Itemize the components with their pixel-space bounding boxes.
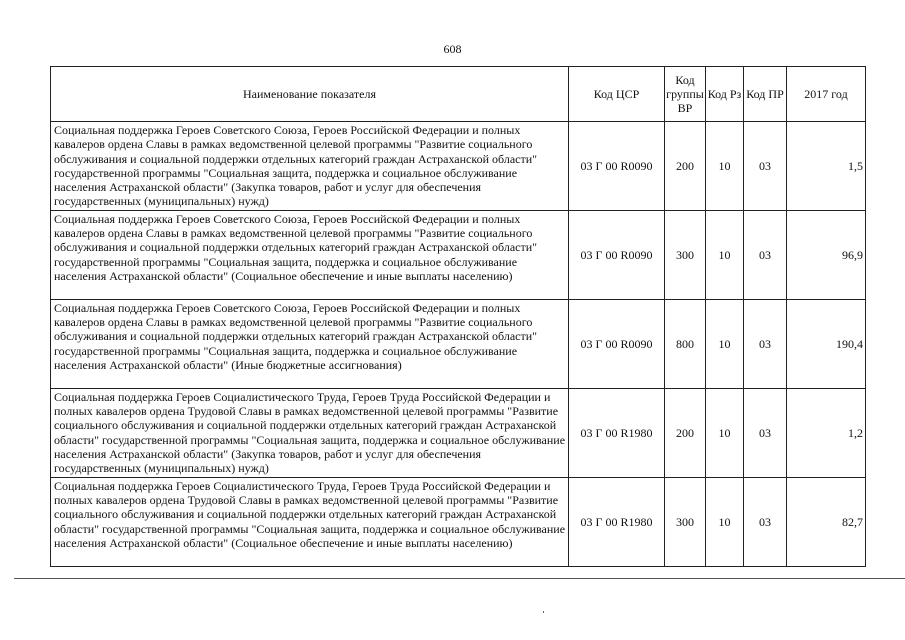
table-header-row <box>51 67 866 122</box>
row-rz: 10 <box>706 210 744 299</box>
table-row <box>51 122 866 211</box>
header-vr: Код группы ВР <box>665 67 706 122</box>
row-vr: 300 <box>665 477 706 566</box>
row-name: Социальная поддержка Героев Социалистического Труда, Героев Труда Российской Федерации и полных кавалеров ордена Трудовой Славы в рамках ведомственной целевой программы "Развитие социального обслуживания и социальной поддержки отдельных категорий граждан Астраханской области" государственной программы "Социальная защита, поддержка и социальное обслуживание населения Астраханской области" (Закупка товаров, работ и услуг для обеспечения государственных (муниципальных) нужд) <box>51 388 569 477</box>
row-amount: 1,2 <box>787 388 866 477</box>
table-row <box>51 299 866 388</box>
row-pr: 03 <box>744 210 787 299</box>
row-name: Социальная поддержка Героев Советского Союза, Героев Российской Федерации и полных кавалеров ордена Славы в рамках ведомственной целевой программы "Развитие социального обслуживания и социальной поддержки отдельных категорий граждан Астраханской области" государственной программы "Социальная защита, поддержка и социальное обслуживание населения Астраханской области" (Социальное обеспечение и иные выплаты населению) <box>51 210 569 299</box>
row-rz: 10 <box>706 477 744 566</box>
row-vr: 800 <box>665 299 706 388</box>
row-pr: 03 <box>744 299 787 388</box>
row-csr: 03 Г 00 R1980 <box>569 388 665 477</box>
row-rz: 10 <box>706 388 744 477</box>
row-pr: 03 <box>744 122 787 211</box>
row-vr: 200 <box>665 122 706 211</box>
row-name: Социальная поддержка Героев Советского Союза, Героев Российской Федерации и полных кавалеров ордена Славы в рамках ведомственной целевой программы "Развитие социального обслуживания и социальной поддержки отдельных категорий граждан Астраханской области" государственной программы "Социальная защита, поддержка и социальное обслуживание населения Астраханской области" (Закупка товаров, работ и услуг для обеспечения государственных (муниципальных) нужд) <box>51 122 569 211</box>
row-amount: 82,7 <box>787 477 866 566</box>
page-bottom-divider <box>14 578 905 579</box>
row-vr: 200 <box>665 388 706 477</box>
row-amount: 96,9 <box>787 210 866 299</box>
row-rz: 10 <box>706 299 744 388</box>
row-csr: 03 Г 00 R0090 <box>569 299 665 388</box>
row-pr: 03 <box>744 477 787 566</box>
header-pr: Код ПР <box>744 67 787 122</box>
row-pr: 03 <box>744 388 787 477</box>
row-rz: 10 <box>706 122 744 211</box>
row-csr: 03 Г 00 R0090 <box>569 210 665 299</box>
header-rz: Код Рз <box>706 67 744 122</box>
page-number: 608 <box>443 42 462 56</box>
row-amount: 190,4 <box>787 299 866 388</box>
row-name: Социальная поддержка Героев Советского Союза, Героев Российской Федерации и полных кавалеров ордена Славы в рамках ведомственной целевой программы "Развитие социального обслуживания и социальной поддержки отдельных категорий граждан Астраханской области" государственной программы "Социальная защита, поддержка и социальное обслуживание населения Астраханской области" (Иные бюджетные ассигнования) <box>51 299 569 388</box>
row-csr: 03 Г 00 R1980 <box>569 477 665 566</box>
row-amount: 1,5 <box>787 122 866 211</box>
header-csr: Код ЦСР <box>569 67 665 122</box>
table-row <box>51 210 866 299</box>
row-csr: 03 Г 00 R0090 <box>569 122 665 211</box>
row-vr: 300 <box>665 210 706 299</box>
header-year: 2017 год <box>787 67 866 122</box>
table-row <box>51 388 866 477</box>
header-name: Наименование показателя <box>51 67 569 122</box>
row-name: Социальная поддержка Героев Социалистического Труда, Героев Труда Российской Федерации и полных кавалеров ордена Трудовой Славы в рамках ведомственной целевой программы "Развитие социального обслуживания и социальной поддержки отдельных категорий граждан Астраханской области" государственной программы "Социальная защита, поддержка и социальное обслуживание населения Астраханской области" (Социальное обеспечение и иные выплаты населению) <box>51 477 569 566</box>
budget-table <box>50 66 866 567</box>
scan-speck <box>543 611 544 613</box>
table-row <box>51 477 866 566</box>
